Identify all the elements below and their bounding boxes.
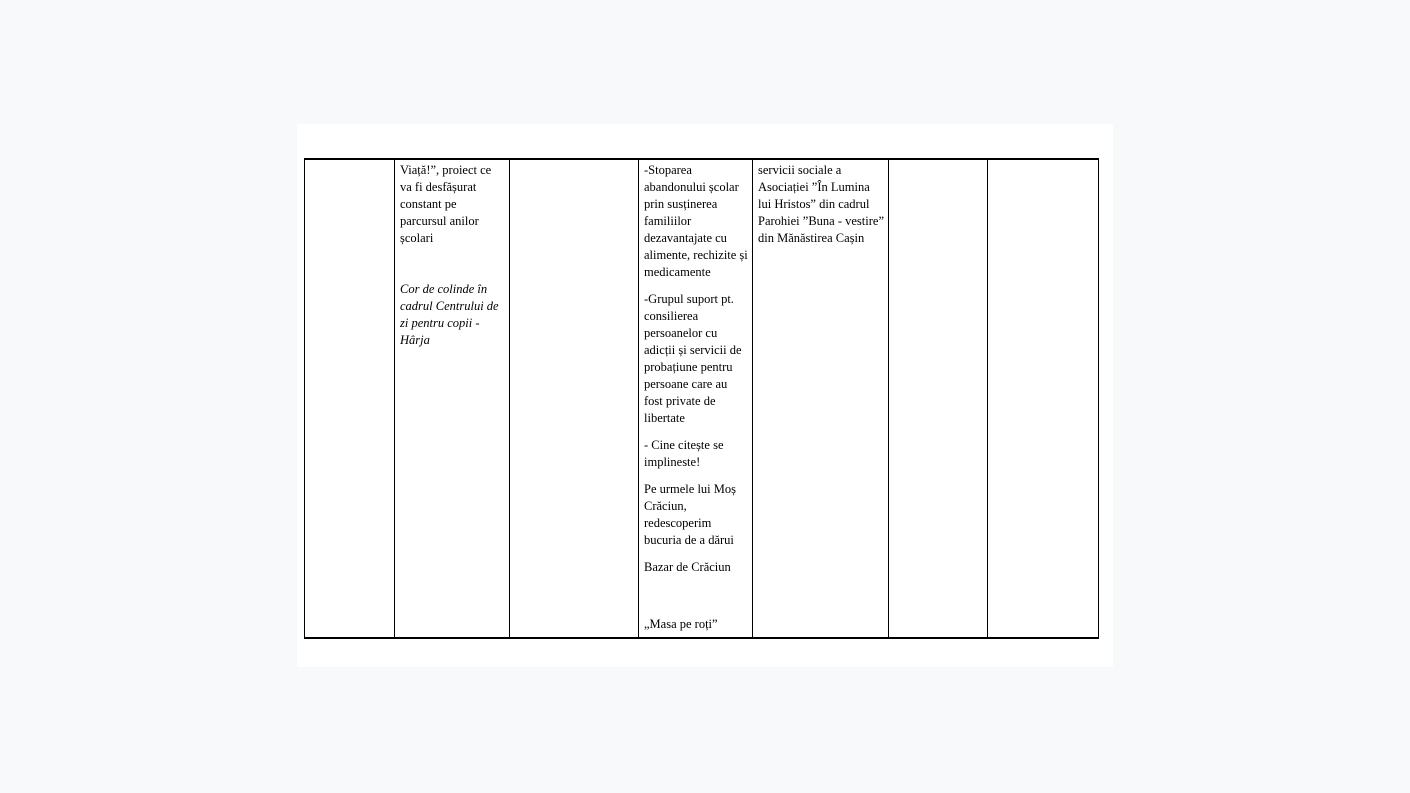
paragraph-cine-citeste: - Cine citește se implineste!: [644, 438, 724, 469]
table-cell-4-activities: [639, 159, 753, 638]
paragraph-project-continuation: Viață!”, proiect ce va fi desfășurat constant pe parcursul anilor școlari: [400, 163, 492, 245]
table-cell-2-project: [395, 159, 510, 638]
paragraph-masa-pe-roti: „Masa pe roți”: [644, 617, 718, 631]
paragraph-grupul-suport: -Grupul suport pt. consilierea persoanelor cu adicții și servicii de probațiune pentru persoane care au fost private de libertate: [644, 292, 742, 425]
table-cell-5-partner: [753, 159, 889, 638]
table-cell-6-empty: [889, 159, 988, 638]
table-cell-7-empty: [988, 159, 1099, 638]
paragraph-cor-de-colinde: Cor de colinde în cadrul Centrului de zi pentru copii - Hârja: [400, 282, 499, 347]
document-page: [297, 124, 1113, 667]
paragraph-stoparea-abandonului: -Stoparea abandonului școlar prin susținerea familiilor dezavantajate cu alimente, rechizite și medicamente: [644, 163, 748, 279]
paragraph-servicii-sociale: servicii sociale a Asociației ”În Lumina lui Hristos” din cadrul Parohiei ”Buna - vestire” din Mănăstirea Cașin: [758, 163, 884, 245]
paragraph-pe-urmele-lui-mos-craciun: Pe urmele lui Moș Crăciun, redescoperim bucuria de a dărui: [644, 482, 737, 547]
table-cell-3-empty: [510, 159, 639, 638]
paragraph-bazar-de-craciun: Bazar de Crăciun: [644, 560, 731, 574]
document-table: [304, 158, 1099, 639]
table-row: [305, 159, 1099, 638]
table-cell-1-empty: [305, 159, 395, 638]
